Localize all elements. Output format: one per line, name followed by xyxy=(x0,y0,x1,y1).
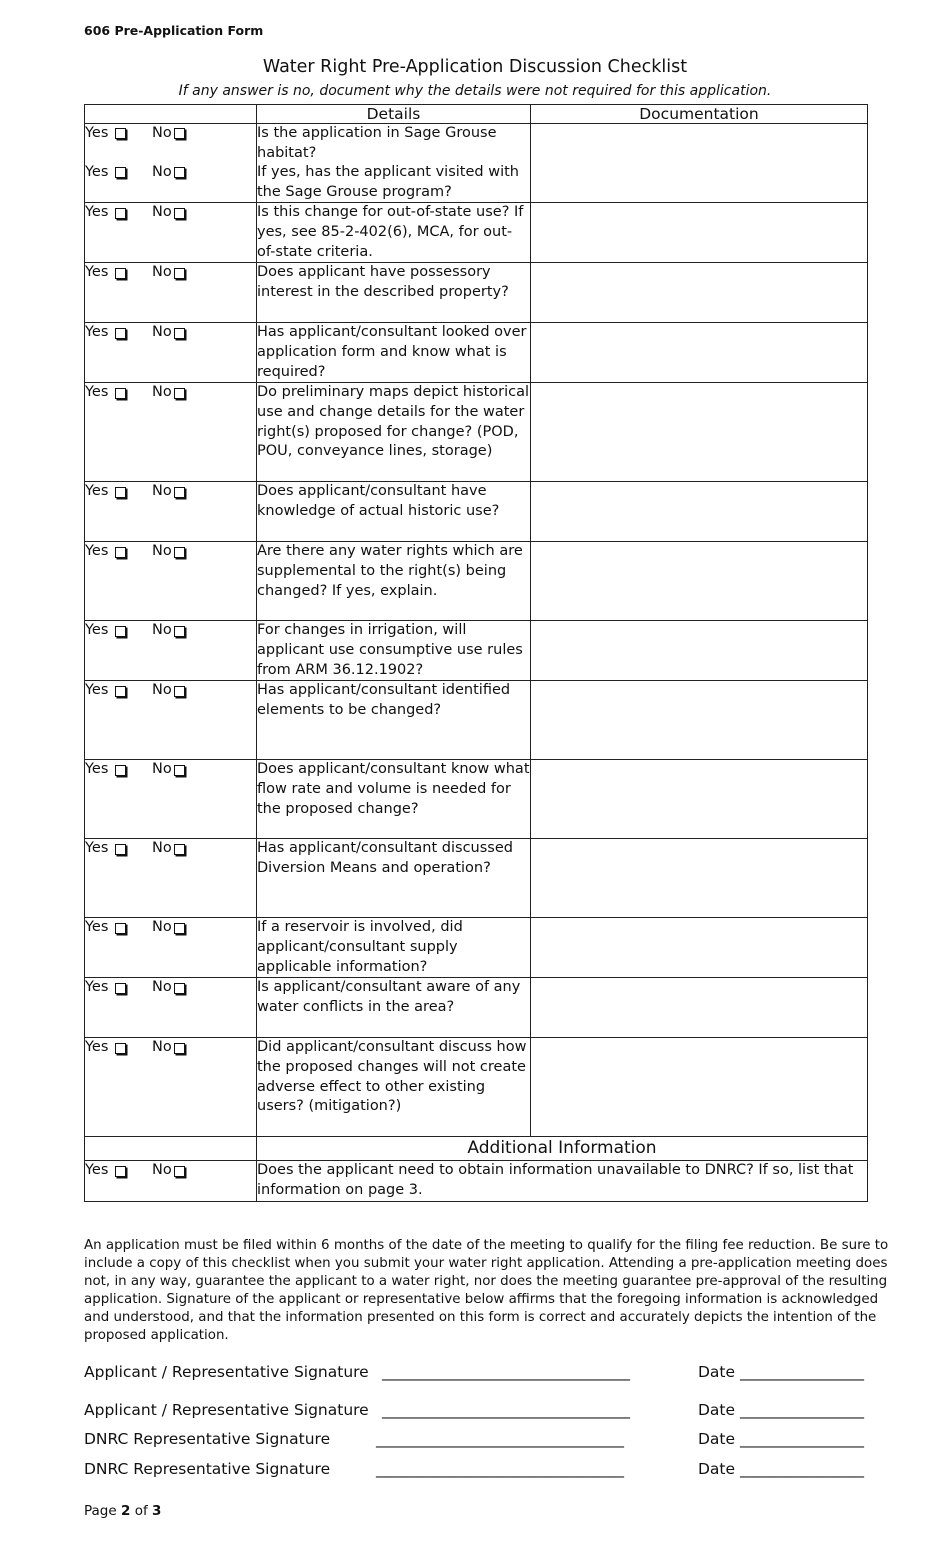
no-label: No xyxy=(152,840,172,857)
additional-question: Does the applicant need to obtain information unavailable to DNRC? If so, list that information on page 3. xyxy=(257,1161,868,1201)
date-field[interactable]: Date ________________ xyxy=(698,1460,864,1478)
yes-no-cell xyxy=(85,323,257,383)
yes-no-cell xyxy=(85,1038,257,1137)
no-checkbox[interactable] xyxy=(174,923,185,934)
checklist-row xyxy=(85,621,868,681)
page-total: 3 xyxy=(152,1503,162,1519)
details-cell xyxy=(257,839,531,918)
question-text: If a reservoir is involved, did applicant/consultant supply applicable information? xyxy=(257,919,463,975)
yes-label: Yes xyxy=(85,682,109,699)
yes-no-cell xyxy=(85,263,257,323)
yes-checkbox[interactable] xyxy=(115,268,126,279)
details-cell xyxy=(257,918,531,978)
no-label: No xyxy=(152,1039,172,1056)
checklist-row xyxy=(85,839,868,918)
checklist-row xyxy=(85,681,868,760)
documentation-cell[interactable] xyxy=(531,323,868,383)
no-label: No xyxy=(152,919,172,936)
signature-row xyxy=(84,1363,864,1381)
question-text: If yes, has the applicant visited with the Sage Grouse program? xyxy=(257,164,519,200)
documentation-cell[interactable] xyxy=(531,263,868,323)
yes-no-cell xyxy=(85,203,257,263)
details-cell xyxy=(257,542,531,621)
notice-text: An application must be filed within 6 months of the date of the meeting to qualify for the filing fee reduction. Be sure to include a copy of this checklist when you submit your water right application. Attending a pre-application meeting does not, in any way, guarantee the applicant to a water right, nor does the meeting guarantee pre-approval of the resulting application. Signature of the applicant or representative below affirms that the foregoing information is acknowledged and understood, and that the information presented on this form is correct and accurately depicts the intention of the proposed application. xyxy=(84,1238,889,1343)
documentation-cell[interactable] xyxy=(531,482,868,542)
no-label: No xyxy=(152,682,172,699)
documentation-header: Documentation xyxy=(531,105,868,124)
no-checkbox[interactable] xyxy=(174,686,185,697)
question-text: Is applicant/consultant aware of any water conflicts in the area? xyxy=(257,979,521,1015)
form-id: 606 Pre-Application Form xyxy=(84,23,264,38)
yes-label: Yes xyxy=(85,164,109,181)
documentation-cell[interactable] xyxy=(531,203,868,263)
question-text: Do preliminary maps depict historical use and change details for the water right(s) proposed for change? (POD, POU, conveyance lines, storage) xyxy=(257,384,530,460)
signature-field[interactable]: ________________________________ xyxy=(382,1401,630,1419)
no-checkbox[interactable] xyxy=(174,765,185,776)
page-prefix: Page xyxy=(84,1503,117,1519)
date-field[interactable]: Date ________________ xyxy=(698,1363,864,1381)
details-cell xyxy=(257,124,531,203)
details-cell xyxy=(257,621,531,681)
yes-no-cell xyxy=(85,681,257,760)
signature-row xyxy=(84,1460,864,1478)
signature-label: Applicant / Representative Signature xyxy=(84,1363,369,1381)
page-current: 2 xyxy=(120,1503,131,1519)
documentation-cell[interactable] xyxy=(531,918,868,978)
signature-row xyxy=(84,1401,864,1419)
question-text: Did applicant/consultant discuss how the proposed changes will not create adverse effect to other existing users? (mitigation?) xyxy=(257,1039,527,1115)
signature-field[interactable]: ________________________________ xyxy=(376,1460,624,1478)
yes-no-header xyxy=(85,105,257,124)
date-field[interactable]: Date ________________ xyxy=(698,1430,864,1448)
no-label: No xyxy=(152,483,172,500)
yes-no-cell xyxy=(85,482,257,542)
page-number xyxy=(84,1503,161,1519)
checklist-row xyxy=(85,978,868,1038)
details-cell xyxy=(257,203,531,263)
page-of: of xyxy=(134,1503,148,1519)
signature-label: DNRC Representative Signature xyxy=(84,1460,331,1478)
yes-label: Yes xyxy=(85,840,109,857)
no-checkbox[interactable] xyxy=(174,167,185,178)
yes-label: Yes xyxy=(85,384,109,401)
no-label: No xyxy=(152,761,172,778)
documentation-cell[interactable] xyxy=(531,978,868,1038)
yes-no-cell xyxy=(85,1161,257,1201)
checklist-row xyxy=(85,323,868,383)
no-checkbox[interactable] xyxy=(174,208,185,219)
no-label: No xyxy=(152,979,172,996)
yes-no-cell xyxy=(85,542,257,621)
question-text: Is the application in Sage Grouse habitat? xyxy=(257,125,497,161)
no-checkbox[interactable] xyxy=(174,547,185,558)
yes-label: Yes xyxy=(85,324,109,341)
yes-checkbox[interactable] xyxy=(115,844,126,855)
details-cell xyxy=(257,482,531,542)
yes-no-cell xyxy=(85,918,257,978)
details-header: Details xyxy=(257,105,531,124)
yes-checkbox[interactable] xyxy=(115,1043,126,1054)
signature-field[interactable]: ________________________________ xyxy=(382,1363,630,1381)
no-label: No xyxy=(152,125,172,141)
signature-field[interactable]: ________________________________ xyxy=(376,1430,624,1448)
no-label: No xyxy=(152,622,172,639)
checklist-row xyxy=(85,203,868,263)
yes-no-cell xyxy=(85,839,257,918)
question-text: Is this change for out-of-state use? If yes, see 85-2-402(6), MCA, for out-of-state criteria. xyxy=(257,204,524,260)
details-cell xyxy=(257,978,531,1038)
spacer xyxy=(85,144,256,164)
no-checkbox[interactable] xyxy=(174,844,185,855)
signature-label: DNRC Representative Signature xyxy=(84,1430,331,1448)
yes-checkbox[interactable] xyxy=(115,167,126,178)
yes-label: Yes xyxy=(85,919,109,936)
checklist-table xyxy=(84,104,868,1202)
yes-label: Yes xyxy=(85,622,109,639)
question-text: Does applicant/consultant have knowledge of actual historic use? xyxy=(257,483,500,519)
yes-label: Yes xyxy=(85,1162,109,1179)
no-checkbox[interactable] xyxy=(174,388,185,399)
details-cell xyxy=(257,323,531,383)
question-text: Does applicant have possessory interest in the described property? xyxy=(257,264,509,300)
question-text: For changes in irrigation, will applicant use consumptive use rules from ARM 36.12.1902? xyxy=(257,622,523,678)
yes-checkbox[interactable] xyxy=(115,923,126,934)
additional-header: Additional Information xyxy=(257,1137,868,1161)
no-label: No xyxy=(152,543,172,560)
yes-label: Yes xyxy=(85,761,109,778)
signature-label: Applicant / Representative Signature xyxy=(84,1401,369,1419)
yes-no-cell xyxy=(85,760,257,839)
question-text: Are there any water rights which are supplemental to the right(s) being changed? If yes, explain. xyxy=(257,543,523,599)
yes-no-cell xyxy=(85,621,257,681)
checklist-row xyxy=(85,760,868,839)
documentation-cell[interactable] xyxy=(531,124,868,203)
yes-checkbox[interactable] xyxy=(115,765,126,776)
yes-no-cell xyxy=(85,978,257,1038)
date-field[interactable]: Date ________________ xyxy=(698,1401,864,1419)
details-cell xyxy=(257,383,531,482)
documentation-cell[interactable] xyxy=(531,542,868,621)
checklist-row xyxy=(85,918,868,978)
page-title: Water Right Pre-Application Discussion Checklist xyxy=(262,57,688,77)
checklist-row xyxy=(85,542,868,621)
yes-label: Yes xyxy=(85,125,109,141)
no-label: No xyxy=(152,204,172,221)
additional-row xyxy=(85,1161,868,1201)
documentation-cell[interactable] xyxy=(531,760,868,839)
checklist-row xyxy=(85,124,868,203)
documentation-cell[interactable] xyxy=(531,1038,868,1137)
no-checkbox[interactable] xyxy=(174,487,185,498)
question-text: Has applicant/consultant identified elements to be changed? xyxy=(257,682,511,718)
yes-label: Yes xyxy=(85,204,109,221)
no-label: No xyxy=(152,164,172,181)
yes-label: Yes xyxy=(85,1039,109,1056)
page-subtitle: If any answer is no, document why the details were not required for this application. xyxy=(178,83,772,99)
details-cell xyxy=(257,1038,531,1137)
no-checkbox[interactable] xyxy=(174,1043,185,1054)
yes-checkbox[interactable] xyxy=(115,547,126,558)
question-text: Has applicant/consultant discussed Diversion Means and operation? xyxy=(257,840,513,876)
yes-checkbox[interactable] xyxy=(115,328,126,339)
yes-label: Yes xyxy=(85,264,109,281)
yes-checkbox[interactable] xyxy=(115,1166,126,1177)
yes-no-cell xyxy=(85,383,257,482)
no-checkbox[interactable] xyxy=(174,328,185,339)
no-checkbox[interactable] xyxy=(174,983,185,994)
checklist-row xyxy=(85,482,868,542)
yes-checkbox[interactable] xyxy=(115,487,126,498)
no-checkbox[interactable] xyxy=(174,626,185,637)
checklist-row xyxy=(85,263,868,323)
question-text: Has applicant/consultant looked over application form and know what is required? xyxy=(257,324,527,380)
documentation-cell[interactable] xyxy=(531,383,868,482)
no-checkbox[interactable] xyxy=(174,1166,185,1177)
no-label: No xyxy=(152,324,172,341)
yes-checkbox[interactable] xyxy=(115,128,126,139)
checklist-row xyxy=(85,383,868,482)
no-label: No xyxy=(152,384,172,401)
details-cell xyxy=(257,263,531,323)
yes-label: Yes xyxy=(85,979,109,996)
yes-checkbox[interactable] xyxy=(115,388,126,399)
additional-header-row xyxy=(85,1137,868,1161)
yes-checkbox[interactable] xyxy=(115,208,126,219)
yes-checkbox[interactable] xyxy=(115,686,126,697)
no-label: No xyxy=(152,264,172,281)
documentation-cell[interactable] xyxy=(531,621,868,681)
yes-checkbox[interactable] xyxy=(115,626,126,637)
details-cell xyxy=(257,681,531,760)
yes-checkbox[interactable] xyxy=(115,983,126,994)
no-checkbox[interactable] xyxy=(174,268,185,279)
header-row xyxy=(85,105,868,124)
yes-no-cell xyxy=(85,124,257,203)
documentation-cell[interactable] xyxy=(531,681,868,760)
yes-label: Yes xyxy=(85,543,109,560)
no-checkbox[interactable] xyxy=(174,128,185,139)
no-label: No xyxy=(152,1162,172,1179)
checklist-row xyxy=(85,1038,868,1137)
signature-row xyxy=(84,1430,864,1448)
yes-label: Yes xyxy=(85,483,109,500)
documentation-cell[interactable] xyxy=(531,839,868,918)
blank-cell xyxy=(85,1137,257,1161)
question-text: Does applicant/consultant know what flow rate and volume is needed for the proposed change? xyxy=(257,761,530,817)
details-cell xyxy=(257,760,531,839)
